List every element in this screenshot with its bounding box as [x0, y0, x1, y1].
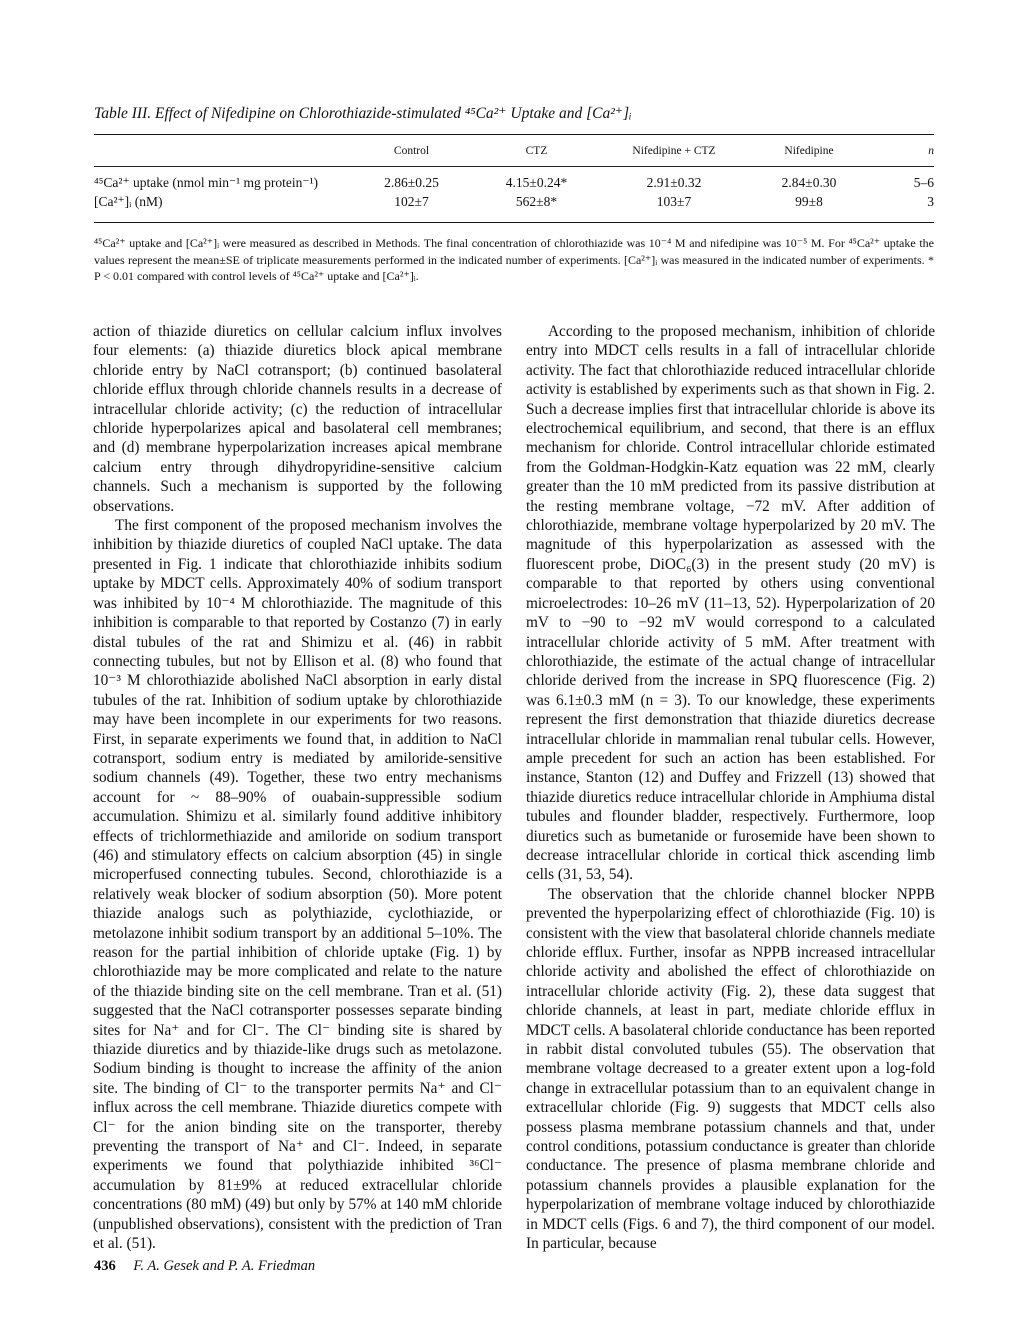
- table-cell: 2.86±0.25: [384, 175, 439, 190]
- table-cell: 2.91±0.32: [646, 175, 702, 190]
- data-table: [94, 139, 934, 211]
- header-cell: [94, 139, 349, 165]
- table-cell: 3: [927, 194, 934, 209]
- table-cell: 562±8*: [515, 194, 558, 209]
- header-cell: CTZ: [525, 145, 548, 157]
- page-footer: [94, 1257, 315, 1275]
- row-label: ⁴⁵Ca²⁺ uptake (nmol min⁻¹ mg protein⁻¹): [94, 175, 319, 190]
- table-footnote: ⁴⁵Ca²⁺ uptake and [Ca²⁺]ᵢ were measured as described in Methods. The final concentration of chlorothiazide was 10⁻⁴ M and nifedipine was 10⁻⁵ M. For ⁴⁵Ca²⁺ uptake the values represent the mean±SE of triplicate measurements performed in the indicated number of experiments. [Ca²⁺]ᵢ was measured in the indicated number of experiments. * P < 0.01 compared with control levels of ⁴⁵Ca²⁺ uptake and [Ca²⁺]ᵢ.: [94, 236, 934, 283]
- table-row: [94, 165, 934, 192]
- paragraph: The observation that the chloride channel blocker NPPB prevented the hyperpolarizing effect of chlorothiazide (Fig. 10) is consistent with the view that basolateral chloride channels mediate chloride efflux. Further, insofar as NPPB increased intracellular chloride activity and abolished the effect of chlorothiazide on intracellular chloride activity (Fig. 2), these data suggest that chloride channels, at least in part, mediate chloride efflux in MDCT cells. A basolateral chloride conductance has been reported in rabbit distal convoluted tubules (55). The observation that membrane voltage decreased to a greater extent upon a log-fold change in extracellular potassium than to an equivalent change in extracellular chloride (Fig. 9) suggests that MDCT cells also possess plasma membrane potassium channels and that, under control conditions, potassium conductance is greater than chloride conductance. The presence of plasma membrane chloride and potassium channels provides a plausible explanation for the hyperpolarization of membrane voltage induced by chlorothiazide in MDCT cells (Figs. 6 and 7), the third component of our model. In particular, because: [526, 885, 935, 1253]
- paragraph: action of thiazide diuretics on cellular calcium influx involves four elements: (a) thiazide diuretics block apical membrane chloride entry by NaCl cotransport; (b) continued basolateral chloride efflux through chloride channels results in a decrease of intracellular chloride activity; (c) the reduction of intracellular chloride hyperpolarizes apical and basolateral cell membranes; and (d) membrane hyperpolarization increases apical membrane calcium entry through dihydropyridine-sensitive calcium channels. Such a mechanism is supported by the following observations.: [93, 323, 502, 515]
- paragraph: The first component of the proposed mechanism involves the inhibition by thiazide diuretics of coupled NaCl uptake. The data presented in Fig. 1 indicate that chlorothiazide inhibits sodium uptake by MDCT cells. Approximately 40% of sodium transport was inhibited by 10⁻⁴ M chlorothiazide. The magnitude of this inhibition is comparable to that reported by Costanzo (7) in early distal tubules of the rat and Shimizu et al. (46) in rabbit connecting tubules, but not by Ellison et al. (8) who found that 10⁻³ M chlorothiazide abolished NaCl absorption in early distal tubules of the rat. Inhibition of sodium uptake by chlorothiazide may have been incomplete in our experiments for two reasons. First, in separate experiments we found that, in addition to NaCl cotransport, sodium entry is mediated by amiloride-sensitive sodium channels (49). Together, these two entry mechanisms account for ~ 88–90% of ouabain-suppressible sodium accumulation. Shimizu et al. similarly found additive inhibitory effects of trichlormethiazide and amiloride on sodium transport (46) and stimulatory effects on calcium absorption (45) in single microperfused connecting tubules. Second, chlorothiazide is a relatively weak blocker of sodium absorption (50). More potent thiazide analogs such as polythiazide, cyclothiazide, or metolazone inhibit sodium transport by an additional 5–10%. The reason for the partial inhibition of chloride uptake (Fig. 1) by chlorothiazide may be more complicated and relate to the nature of the thiazide binding site on the cell membrane. Tran et al. (51) suggested that the NaCl cotransporter possesses separate binding sites for Na⁺ and for Cl⁻. The Cl⁻ binding site is shared by thiazide diuretics and by thiazide-like drugs such as metolazone. Sodium binding is thought to increase the affinity of the anion site. The binding of Cl⁻ to the transporter permits Na⁺ and Cl⁻ influx across the cell membrane. Thiazide diuretics compete with Cl⁻ for the anion binding site on the transporter, thereby preventing the transport of Na⁺ and Cl⁻. Indeed, in separate experiments we found that polythiazide inhibited ³⁶Cl⁻ accumulation by 81±9% at reduced extracellular chloride concentrations (80 mM) (49) but only by 57% at 140 mM chloride (unpublished observations), consistent with the prediction of Tran et al. (51).: [93, 517, 502, 1253]
- page-number: 436: [94, 1258, 116, 1274]
- running-authors: F. A. Gesek and P. A. Friedman: [133, 1258, 316, 1274]
- left-column: [93, 322, 502, 1254]
- table-header-row: [94, 139, 934, 165]
- header-cell: Control: [393, 145, 430, 157]
- table-bottom-rule: [94, 222, 934, 223]
- table-header-rule: [94, 166, 934, 167]
- table-cell: 4.15±0.24*: [505, 175, 568, 190]
- table-row: [94, 192, 934, 211]
- table-cell: 102±7: [394, 194, 429, 209]
- paragraph: According to the proposed mechanism, inhibition of chloride entry into MDCT cells results in a fall of intracellular chloride activity. The fact that chlorothiazide reduced intracellular chloride activity is established by experiments such as that shown in Fig. 2. Such a decrease implies first that intracellular chloride is above its electrochemical equilibrium, and second, that there is an efflux mechanism for chloride. Control intracellular chloride estimated from the Goldman-Hodgkin-Katz equation was 22 mM, clearly greater than the 10 mM predicted from its passive distribution at the resting membrane voltage, −72 mV. After addition of chlorothiazide, membrane voltage hyperpolarized by 20 mV. The magnitude of this hyperpolarization as assessed with the fluorescent probe, DiOC₆(3) in the present study (20 mV) is comparable to that reported by others using conventional microelectrodes: 10–26 mV (11–13, 52). Hyperpolarization of 20 mV to −90 to −92 mV would correspond to a calculated intracellular chloride activity of 5 mM. After treatment with chlorothiazide, the estimate of the actual change of intracellular chloride derived from the increase in SPQ fluorescence (Fig. 2) was 6.1±0.3 mM (n = 3). To our knowledge, these experiments represent the first demonstration that thiazide diuretics decrease intracellular chloride in mammalian renal tubular cells. However, ample precedent for such an action has been established. For instance, Stanton (12) and Duffey and Frizzell (13) showed that thiazide diuretics reduce intracellular chloride in Amphiuma distal tubules and flounder bladder, respectively. Furthermore, loop diuretics such as bumetanide or furosemide have been shown to decrease intracellular chloride in cortical thick ascending limb cells (31, 53, 54).: [526, 323, 935, 884]
- table-top-rule: [94, 134, 934, 135]
- header-cell: Nifedipine + CTZ: [632, 145, 716, 157]
- table-title: Table III. Effect of Nifedipine on Chlorothiazide-stimulated ⁴⁵Ca²⁺ Uptake and [Ca²⁺]ᵢ: [94, 105, 632, 122]
- table-cell: 5–6: [913, 175, 934, 190]
- right-column: [526, 322, 935, 1254]
- table-cell: 99±8: [795, 194, 823, 209]
- row-label: [Ca²⁺]ᵢ (nM): [94, 194, 163, 209]
- header-cell: n: [928, 145, 934, 157]
- table-cell: 103±7: [656, 194, 692, 209]
- table-cell: 2.84±0.30: [781, 175, 837, 190]
- header-cell: Nifedipine: [784, 145, 834, 157]
